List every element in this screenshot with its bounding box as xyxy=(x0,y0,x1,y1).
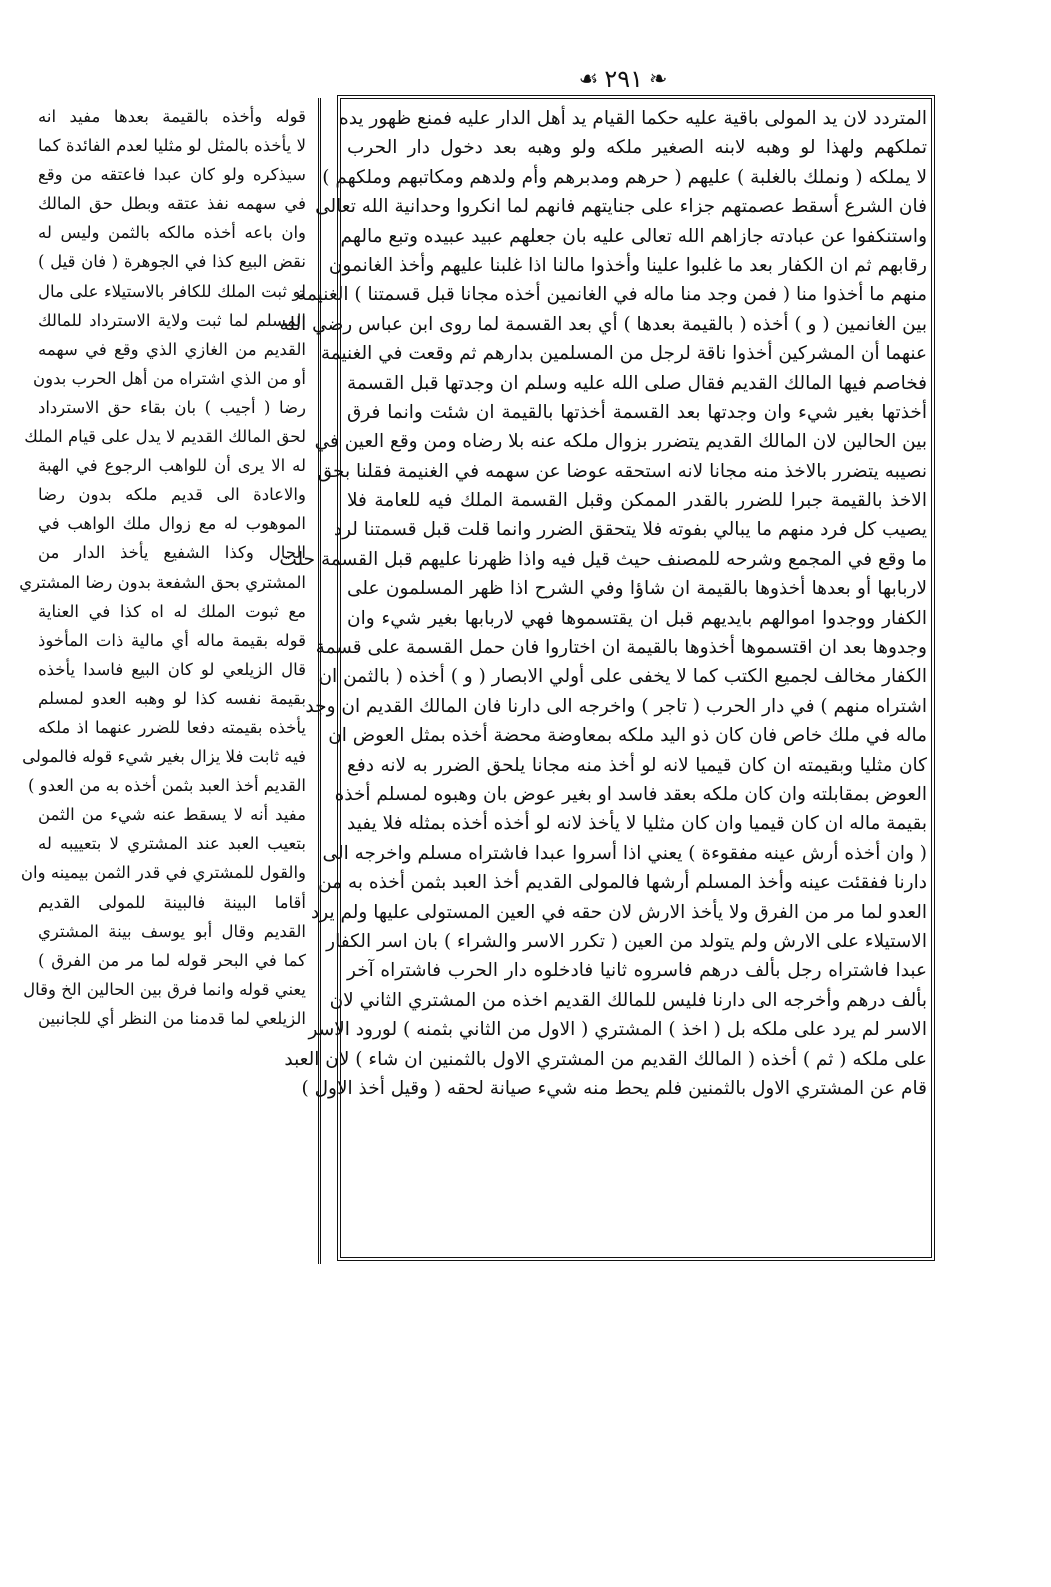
margin-commentary xyxy=(19,102,306,1033)
margin-text-line: القديم من الغازي الذي وقع في سهمه xyxy=(38,339,306,359)
margin-text-line: المسلم لما ثبت ولاية الاسترداد للمالك xyxy=(38,310,306,330)
margin-text-line: له الا يرى أن للواهب الرجوع في الهبة xyxy=(38,456,306,476)
main-text-body xyxy=(279,104,927,1103)
main-text-line: رقابهم ثم ان الكفار بعد ما غلبوا علينا وأخذوا مالنا اذا غلبنا عليهم وأخذ الغانمون xyxy=(328,254,927,276)
margin-text-line: وان باعه أخذه مالكه بالثمن وليس له xyxy=(38,223,306,243)
margin-text-line: كما في البحر قوله لما مر من الفرق ) xyxy=(38,950,306,970)
main-text-line: على ملكه ( ثم ) أخذه ( المالك القديم من المشتري الاول بالثمنين ان شاء ) لان العبد xyxy=(284,1048,927,1070)
main-text-line: دارنا ففقئت عينه وأخذ المسلم أرشها فالمولى القديم أخذ العبد بثمن أخذه به من xyxy=(318,872,927,894)
main-text-line: بألف درهم وأخرجه الى دارنا فليس للمالك القديم اخذه من المشتري الثاني لان xyxy=(329,989,927,1011)
main-text-line: فخاصم فيها المالك القديم فقال صلى الله عليه وسلم ان وجدتها قبل القسمة xyxy=(347,372,927,394)
page-header xyxy=(548,64,698,94)
margin-text-line: بقيمة نفسه كذا لو وهبه العدو لمسلم xyxy=(38,688,306,708)
margin-text-line: أقاما البينة فالبينة للمولى القديم xyxy=(38,892,306,912)
margin-text-line: الحال وكذا الشفيع يأخذ الدار من xyxy=(38,543,306,563)
margin-text-line: سيذكره ولو كان عبدا فاعتقه من وقع xyxy=(38,165,306,185)
main-text-line: الاستيلاء على الارش ولم يتولد من العين ( تكرر الاسر والشراء ) بان اسر الكفار xyxy=(326,930,927,952)
margin-text-line: المشتري بحق الشفعة بدون رضا المشتري xyxy=(19,572,306,592)
main-text-line: العوض بمقابلته وان كان ملكه بعقد فاسد او بغير عوض بان وهبوه لمسلم أخذه xyxy=(334,783,927,805)
column-divider xyxy=(318,98,321,1264)
main-text-line: كان مثليا وبقيمته ان كان قيميا لانه لو أخذ منه مجانا يلحق الضرر به لانه دفع xyxy=(347,754,927,776)
main-text-line: منهم ما أخذوا منا ( فمن وجد منا ماله في الغانمين أخذه مجانا قبل قسمتنا ) الغنيمة xyxy=(297,284,927,306)
margin-text-line: لحق المالك القديم لا يدل على قيام الملك xyxy=(24,427,306,447)
margin-text-line: يأخذه بقيمته دفعا للضرر عنهما اذ ملكه xyxy=(38,717,306,737)
main-text-line: فان الشرع أسقط عصمتهم جزاء على جنايتهم فانهم لما انكروا وحدانية الله تعالى xyxy=(315,196,927,218)
main-text-line: ماله في ملك خاص فان كان ذو اليد ملكه بمعاوضة محضة أخذه بمثل العوض ان xyxy=(328,725,927,747)
main-text-line: الاخذ بالقيمة جبرا للضرر بالقدر الممكن وقبل القسمة الملك فيه للعامة فلا xyxy=(347,490,927,512)
margin-text-line: قال الزيلعي لو كان البيع فاسدا يأخذه xyxy=(38,659,306,679)
main-text-line: بين الحالين لان المالك القديم يتضرر بزوال ملكه عنه بلا رضاه ومن وقع العين في xyxy=(314,431,927,453)
main-text-line: لاربابها أو بعدها أخذوها بالقيمة ان شاؤا وفي الشرح اذا ظهر المسلمون على xyxy=(347,578,927,600)
main-text-line: قام عن المشتري الاول بالثمنين فلم يحط منه شيء صيانة لحقه ( وقيل أخذ الاول ) xyxy=(301,1077,927,1099)
margin-text-line: نقض البيع كذا في الجوهرة ( فان قيل ) xyxy=(38,252,306,272)
margin-text-line: في سهمه نفذ عتقه وبطل حق المالك xyxy=(38,194,306,214)
margin-text-line: فيه ثابت فلا يزال بغير شيء قوله فالمولى xyxy=(22,747,306,767)
margin-text-line: قوله وأخذه بالقيمة بعدها مفيد انه xyxy=(38,107,306,126)
margin-text-line: والاعادة الى قديم ملكه بدون رضا xyxy=(38,485,306,505)
margin-text-line: القديم وقال أبو يوسف بينة المشتري xyxy=(38,921,306,941)
main-text-line: بين الغانمين ( و ) أخذه ( بالقيمة بعدها ) أي بعد القسمة لما روى ابن عباس رضي الله xyxy=(279,313,927,335)
main-text-line: الكفار ووجدوا اموالهم بايديهم قبل ان يقتسموها فهي لاربابها بغير شيء وان xyxy=(347,607,927,629)
main-text-line: بقيمة ماله ان كان قيميا وان كان مثليا لا يأخذ لانه لو أخذه أخذه بمثله فلا يفيد xyxy=(347,813,927,835)
main-text-line: عبدا فاشتراه رجل بألف درهم فاسروه ثانيا فادخلوه دار الحرب فاشتراه آخر xyxy=(347,960,927,982)
page-number: ٢٩١ xyxy=(604,65,643,93)
margin-text-line: مفيد أنه لا يسقط عنه شيء من الثمن xyxy=(38,805,306,825)
main-text-line: نصيبه يتضرر بالاخذ منه مجانا لانه استحقه عوضا عن سهمه في الغنيمة فقلنا بحق xyxy=(317,460,927,482)
main-text-line: اشتراه منهم ) في دار الحرب ( تاجر ) واخرجه الى دارنا فان المالك القديم ان وجد xyxy=(305,695,927,717)
ornament-left-icon: ❧ xyxy=(648,66,668,92)
margin-text-line: قوله بقيمة ماله أي مالية ذات المأخوذ xyxy=(38,630,306,650)
main-text-line: عنهما أن المشركين أخذوا ناقة لرجل من المسلمين بدارهم ثم وقعت في الغنيمة xyxy=(320,343,927,365)
main-text-line: لا يملكه ( ونملك بالغلبة ) عليهم ( حرهم ومدبرهم وأم ولدهم ومكاتبهم وملكهم ) xyxy=(322,166,927,188)
main-text-line: العدو لما مر من الفرق ولا يأخذ الارش لان حقه في العين المستولى عليها ولم يرد xyxy=(311,901,927,923)
margin-text-line: لو ثبت الملك للكافر بالاستيلاء على مال xyxy=(38,281,306,301)
margin-text-line: والقول للمشتري في قدر الثمن بيمينه وان xyxy=(20,863,306,883)
main-text-line: يصيب كل فرد منهم ما يبالي بفوته فلا يتحقق الضرر وانما قلت قبل قسمتنا لرد xyxy=(333,519,927,541)
main-text-line: المتردد لان يد المولى باقية عليه حكما القيام يد أهل الدار عليه فمنع ظهور يده xyxy=(339,108,927,129)
main-text-line: ما وقع في المجمع وشرحه للمصنف حيث قيل فيه واذا ظهرنا عليهم قبل القسمة حلت xyxy=(279,548,927,570)
main-text-line: الاسر لم يرد على ملكه بل ( اخذ ) المشتري ( الاول من الثاني بثمنه ) لورود الاسر xyxy=(308,1019,927,1041)
main-text-line: ( وان أخذه أرش عينه مفقوءة ) يعني اذا أسروا عبدا فاشتراه مسلم واخرجه الى xyxy=(322,842,927,864)
margin-text-line: الزيلعي لما قدمنا من النظر أي للجانبين xyxy=(38,1008,306,1028)
margin-text-line: بتعيب العبد عند المشتري لا بتعييبه له xyxy=(38,834,306,854)
margin-text-line: رضا ( أجيب ) بان بقاء حق الاسترداد xyxy=(38,397,306,417)
main-text-line: أخذتها بغير شيء وان وجدتها بعد القسمة أخذتها بالقيمة ان شئت وانما فرق xyxy=(347,401,927,423)
margin-text-line: مع ثبوت الملك له اه كذا في العناية xyxy=(38,601,306,621)
main-text-line: الكفار مخالف لجميع الكتب كما لا يخفى على أولي الابصار ( و ) أخذه ( بالثمن ان xyxy=(318,666,927,688)
margin-text-line: أو من الذي اشتراه من أهل الحرب بدون xyxy=(33,368,306,388)
main-text-line: واستنكفوا عن عبادته جازاهم الله تعالى عليه بان جعلهم عبيد عبيده وتبع مالهم xyxy=(340,225,927,247)
margin-text-line: الموهوب له مع زوال ملك الواهب في xyxy=(38,514,306,534)
main-text-line: وجدوها بعد ان اقتسموها أخذوها بالقيمة ان اختاروا فان حمل القسمة على قسمة xyxy=(315,637,927,659)
ornament-right-icon: ☙ xyxy=(578,66,599,92)
margin-text-line: القديم أخذ العبد بثمن أخذه به من العدو ) xyxy=(27,776,306,796)
main-text-line: تملكهم ولهذا لو وهبه لابنه الصغير ملكه ولو وهبه بعد دخول دار الحرب xyxy=(347,137,927,159)
margin-text-line: يعني قوله وانما فرق بين الحالين الخ وقال xyxy=(23,979,306,999)
margin-text-line: لا يأخذه بالمثل لو مثليا لعدم الفائدة كما xyxy=(38,136,306,156)
